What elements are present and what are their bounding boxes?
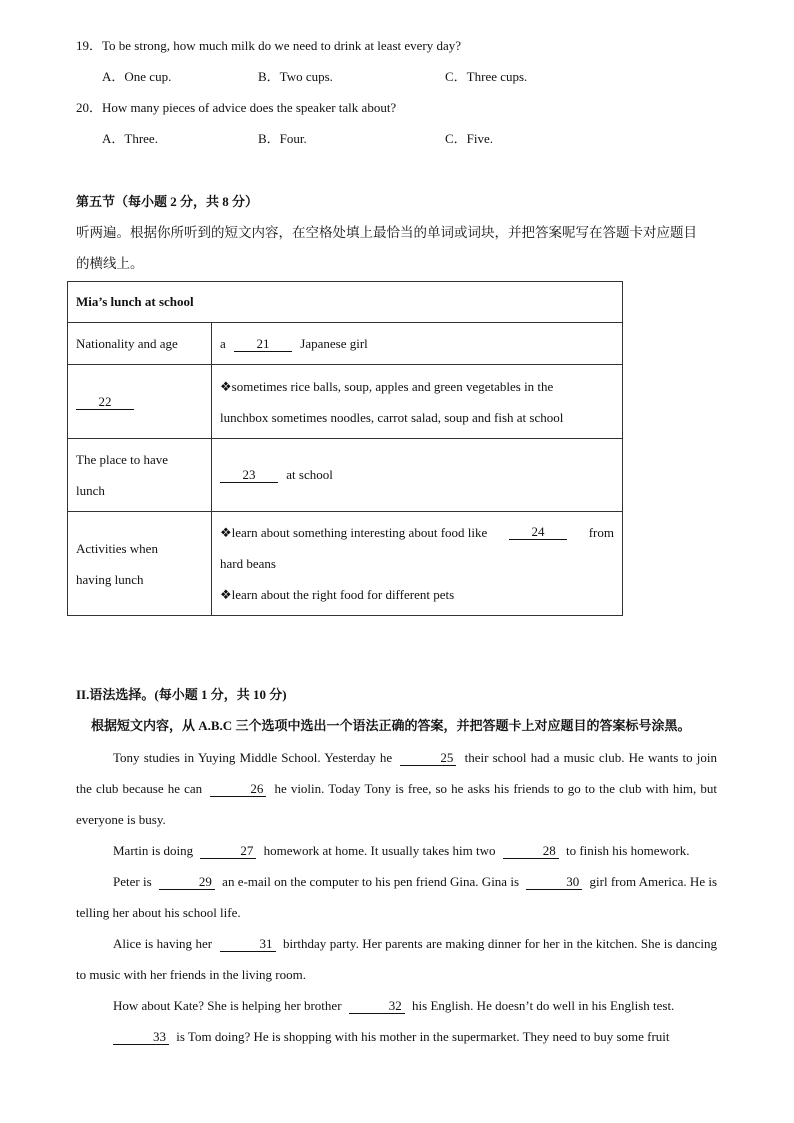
row-content bbox=[212, 323, 623, 365]
row2-line1: ❖sometimes rice balls, soup, apples and green vegetables in the bbox=[220, 378, 554, 394]
answer-blank-25[interactable]: 25 bbox=[400, 751, 456, 766]
q19-option-c: C．Three cups. bbox=[445, 69, 528, 84]
answer-blank-23[interactable]: 23 bbox=[220, 468, 278, 483]
p5-text-a: How about Kate? She is helping her brother bbox=[113, 998, 342, 1013]
row3-label-line2: lunch bbox=[76, 483, 105, 498]
row-content bbox=[212, 439, 623, 512]
row4-line3: ❖learn about the right food for different pets bbox=[220, 587, 455, 602]
answer-blank-22[interactable]: 22 bbox=[76, 395, 134, 410]
row1-prefix: a bbox=[220, 335, 226, 351]
row-label bbox=[68, 439, 212, 512]
q20-option-a: A．Three. bbox=[102, 131, 158, 146]
answer-blank-24[interactable]: 24 bbox=[509, 525, 567, 540]
grammar-instruction: 根据短文内容，从 A.B.C 三个选项中选出一个语法正确的答案，并把答题卡上对应题目的答案标号涂黑。 bbox=[91, 718, 691, 733]
p2-text-a: Martin is doing bbox=[113, 843, 194, 858]
row4-label-line1: Activities when bbox=[76, 540, 158, 556]
section5-heading: 第五节（每小题 2 分，共 8 分） bbox=[76, 194, 259, 209]
p3-text-a: Peter is bbox=[113, 874, 152, 889]
row4-line1 bbox=[220, 517, 614, 548]
row-content bbox=[212, 365, 623, 439]
passage-paragraph-5 bbox=[76, 990, 717, 1021]
p1-text-c: their school had a music club. He wants to join the club because he can bbox=[76, 750, 718, 796]
question-20: 20．How many pieces of advice does the speaker talk about? bbox=[76, 100, 397, 115]
row3-label-line1: The place to have bbox=[76, 452, 169, 467]
table-row bbox=[68, 512, 623, 616]
passage-paragraph-4 bbox=[76, 928, 717, 990]
mia-lunch-table bbox=[67, 281, 623, 616]
table-row bbox=[68, 323, 623, 365]
q20-option-b: B．Four. bbox=[258, 131, 307, 146]
row4-line1-suffix: from bbox=[588, 525, 614, 540]
question-19: 19．To be strong, how much milk do we need to drink at least every day? bbox=[76, 38, 462, 53]
row-label bbox=[68, 512, 212, 616]
p5-text-c: his English. He doesn’t do well in his English test. bbox=[412, 998, 675, 1013]
table-title: Mia’s lunch at school bbox=[68, 282, 623, 323]
q20-option-c: C．Five. bbox=[445, 131, 494, 146]
answer-blank-28[interactable]: 28 bbox=[503, 844, 559, 859]
p4-text-c: birthday party. Her parents are making dinner for her in the kitchen. She is dancing to music with her friends in the living room. bbox=[76, 936, 718, 982]
p3-text-d: girl from America. He is telling her about his school life. bbox=[76, 874, 718, 920]
row-label bbox=[68, 365, 212, 439]
row1-suffix: Japanese girl bbox=[300, 335, 368, 351]
answer-blank-29[interactable]: 29 bbox=[159, 875, 215, 890]
answer-blank-21[interactable]: 21 bbox=[234, 337, 292, 352]
passage-paragraph-6 bbox=[76, 1021, 717, 1052]
row4-line1-prefix: ❖learn about something interesting about food like bbox=[220, 525, 488, 540]
row4-line2: hard beans bbox=[220, 556, 276, 571]
p6-text-c: is Tom doing? He is shopping with his mother in the supermarket. They need to buy some fruit bbox=[176, 1029, 670, 1044]
q19-option-a: A．One cup. bbox=[102, 69, 172, 84]
p4-text-a: Alice is having her bbox=[113, 936, 213, 951]
section5-instruction-line2: 的横线上。 bbox=[76, 256, 144, 271]
answer-blank-27[interactable]: 27 bbox=[200, 844, 256, 859]
grammar-passage bbox=[76, 742, 717, 1052]
row2-line2: lunchbox sometimes noodles, carrot salad, soup and fish at school bbox=[220, 409, 564, 425]
p3-text-c: an e-mail on the computer to his pen friend Gina. Gina is bbox=[222, 874, 520, 889]
answer-blank-30[interactable]: 30 bbox=[526, 875, 582, 890]
p2-text-d: to finish his homework. bbox=[565, 843, 690, 858]
row-label: Nationality and age bbox=[68, 323, 212, 365]
p1-text-d: he violin. Today Tony is free, so he asks his friends to go to the club with him, but everyone is busy. bbox=[76, 781, 718, 827]
section5-instruction-line1: 听两遍。根据你所听到的短文内容，在空格处填上最恰当的单词或词块，并把答案呢写在答题卡对应题目 bbox=[76, 225, 697, 240]
answer-blank-26[interactable]: 26 bbox=[210, 782, 266, 797]
p2-text-c: homework at home. It usually takes him two bbox=[263, 843, 496, 858]
answer-blank-32[interactable]: 32 bbox=[349, 999, 405, 1014]
table-row bbox=[68, 282, 623, 323]
row-content bbox=[212, 512, 623, 616]
table-row bbox=[68, 365, 623, 439]
answer-blank-33[interactable]: 33 bbox=[113, 1030, 169, 1045]
q19-option-b: B．Two cups. bbox=[258, 69, 333, 84]
passage-paragraph-2 bbox=[76, 835, 717, 866]
table-row bbox=[68, 439, 623, 512]
row3-suffix: at school bbox=[286, 467, 333, 482]
answer-blank-31[interactable]: 31 bbox=[220, 937, 276, 952]
grammar-heading: II.语法选择。(每小题 1 分，共 10 分) bbox=[76, 687, 287, 702]
passage-paragraph-1 bbox=[76, 742, 717, 835]
passage-paragraph-3 bbox=[76, 866, 717, 928]
p1-text-a: Tony studies in Yuying Middle School. Yesterday he bbox=[113, 750, 393, 765]
row4-label-line2: having lunch bbox=[76, 571, 144, 587]
